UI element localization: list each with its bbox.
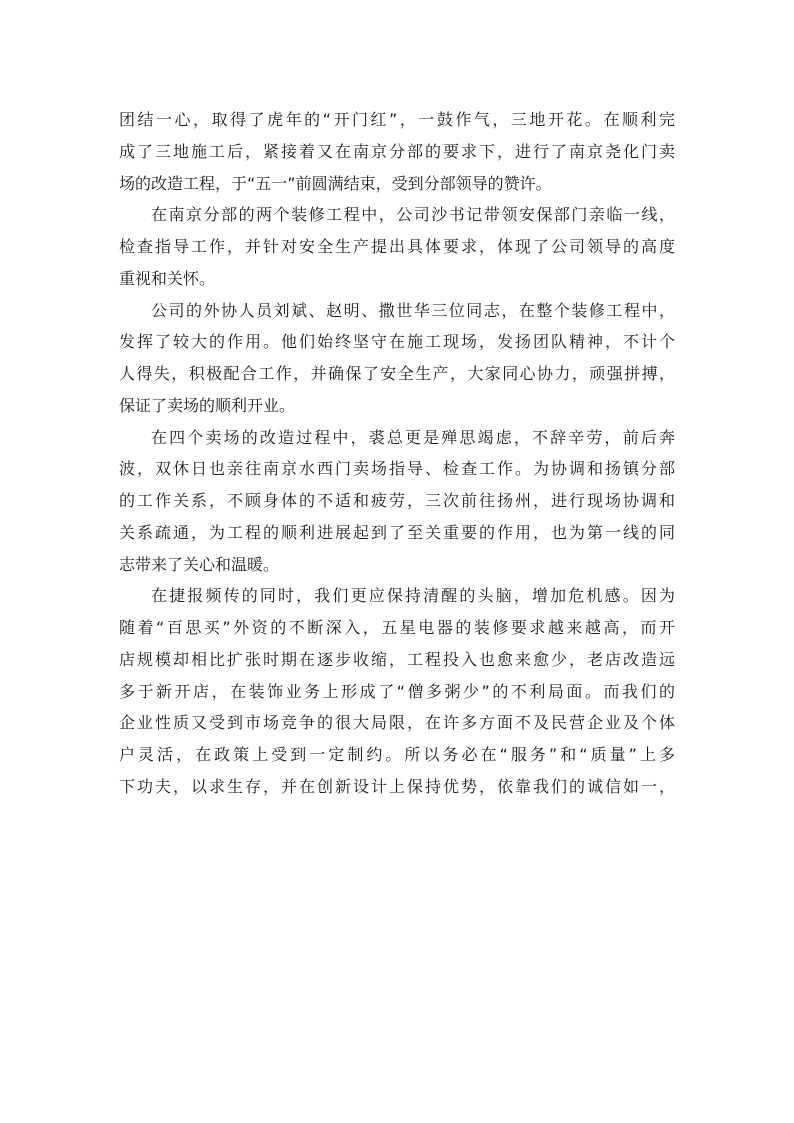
text-line: 保证了卖场的顺利开业。	[119, 395, 296, 415]
text-line: 公司的外协人员刘斌、赵明、撒世华三位同志，在整个装修工程中，	[151, 300, 675, 320]
paragraph-1	[119, 104, 675, 199]
text-line: 场的改造工程，于“五一”前圆满结束，受到分部领导的赞许。	[119, 173, 552, 193]
text-line: 关系疏通，为工程的顺利进展起到了至关重要的作用，也为第一线的同	[119, 522, 675, 542]
text-line: 店规模却相比扩张时期在逐步收缩，工程投入也愈来愈少，老店改造远	[119, 649, 675, 669]
text-line: 多于新开店，在装饰业务上形成了“僧多粥少”的不利局面。而我们的	[119, 681, 675, 701]
text-line: 在四个卖场的改造过程中，裘总更是殚思竭虑，不辞辛劳，前后奔	[151, 427, 675, 447]
text-line: 波，双休日也亲往南京水西门卖场指导、检查工作。为协调和扬镇分部	[119, 459, 675, 479]
text-line: 志带来了关心和温暖。	[119, 554, 280, 574]
text-line: 企业性质又受到市场竞争的很大局限，在许多方面不及民营企业及个体	[119, 713, 675, 733]
paragraph-5	[119, 580, 675, 802]
text-line: 的工作关系，不顾身体的不适和疲劳，三次前往扬州，进行现场协调和	[119, 491, 675, 510]
paragraph-3	[119, 295, 675, 422]
paragraph-4	[119, 422, 675, 581]
document-body	[119, 104, 675, 803]
text-line: 在捷报频传的同时，我们更应保持清醒的头脑，增加危机感。因为	[151, 586, 675, 606]
text-line: 下功夫，以求生存，并在创新设计上保持优势，依靠我们的诚信如一，	[119, 776, 675, 796]
text-line: 人得失，积极配合工作，并确保了安全生产，大家同心协力，顽强拼搏，	[119, 364, 675, 383]
text-line: 发挥了较大的作用。他们始终坚守在施工现场，发扬团队精神，不计个	[119, 332, 675, 352]
text-line: 团结一心，取得了虎年的“开门红”，一鼓作气，三地开花。在顺利完	[119, 110, 675, 129]
text-line: 检查指导工作，并针对安全生产提出具体要求，体现了公司领导的高度	[119, 237, 675, 256]
text-line: 随着“百思买”外资的不断深入，五星电器的装修要求越来越高，而开	[119, 618, 675, 637]
paragraph-2	[119, 199, 675, 294]
text-line: 成了三地施工后，紧接着又在南京分部的要求下，进行了南京尧化门卖	[119, 141, 675, 161]
text-line: 重视和关怀。	[119, 268, 216, 288]
text-line: 在南京分部的两个装修工程中，公司沙书记带领安保部门亲临一线，	[151, 205, 675, 225]
text-line: 户灵活，在政策上受到一定制约。所以务必在“服务”和“质量”上多	[119, 745, 675, 764]
